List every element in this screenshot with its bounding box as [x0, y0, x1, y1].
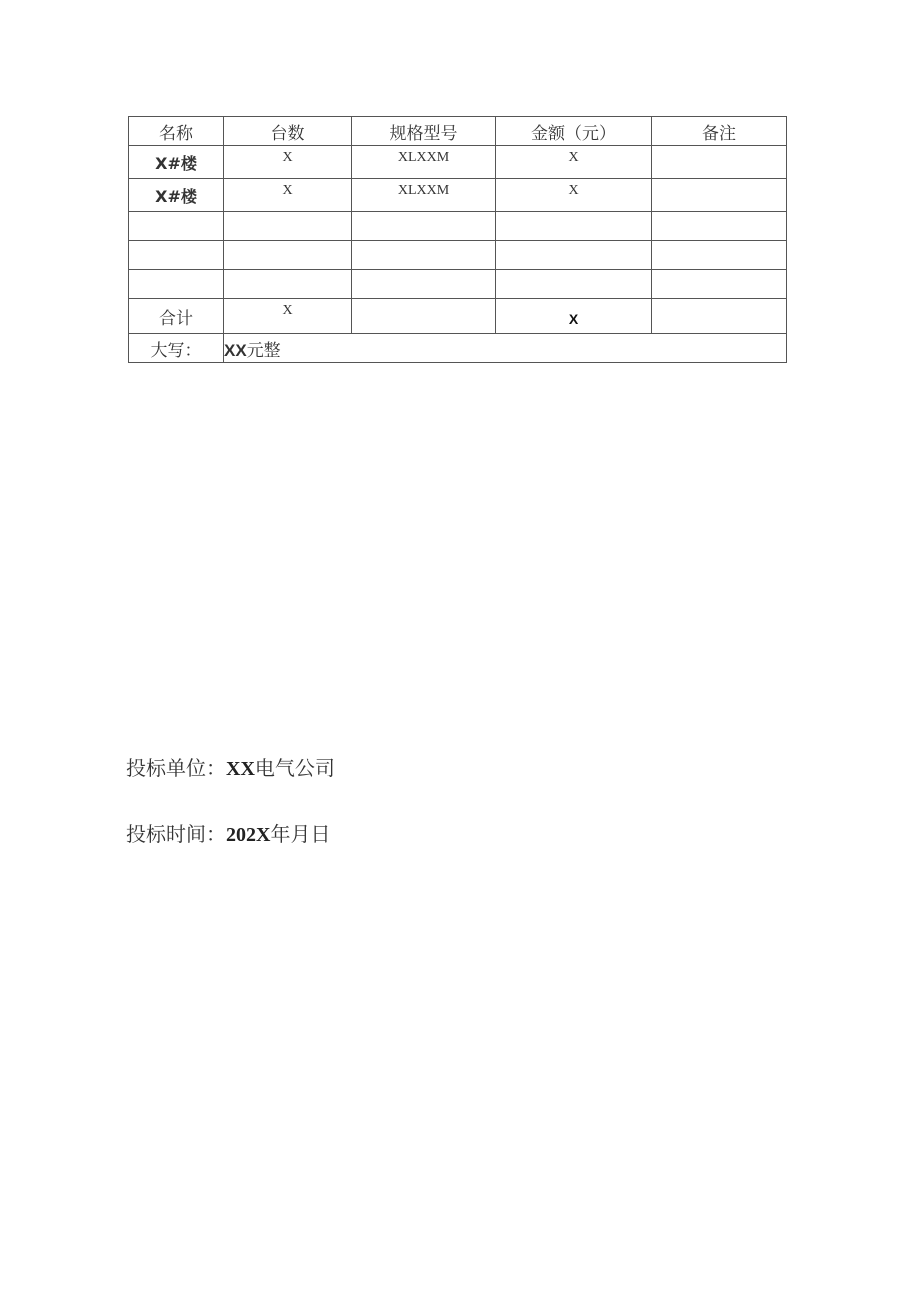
total-amount: X — [496, 299, 652, 334]
total-note — [652, 299, 787, 334]
cell-note — [652, 179, 787, 212]
cell-note — [652, 212, 787, 241]
bidder-suffix: 电气公司 — [254, 756, 335, 780]
quote-table — [128, 116, 787, 363]
header-name: 名称 — [129, 117, 224, 146]
cell-spec: XLXXM — [352, 146, 496, 179]
bid-date-suffix: 年月日 — [270, 822, 331, 846]
cell-amount: X — [496, 179, 652, 212]
cell-note — [652, 270, 787, 299]
bid-date-value: 202X — [226, 824, 271, 846]
bidder-label: 投标单位： — [126, 756, 226, 780]
capital-row — [129, 334, 787, 363]
cell-name: X#楼 — [129, 179, 224, 212]
table-header-row — [129, 117, 787, 146]
header-amount: 金额（元） — [496, 117, 652, 146]
cell-name — [129, 241, 224, 270]
total-count: X — [224, 299, 352, 334]
table-row — [129, 179, 787, 212]
header-note: 备注 — [652, 117, 787, 146]
table-row — [129, 212, 787, 241]
cell-amount — [496, 241, 652, 270]
cell-spec: XLXXM — [352, 179, 496, 212]
bid-date-label: 投标时间： — [126, 822, 226, 846]
capital-label: 大写： — [129, 334, 224, 363]
table-row — [129, 270, 787, 299]
cell-amount — [496, 270, 652, 299]
bidder-line — [126, 752, 335, 781]
cell-count — [224, 270, 352, 299]
cell-spec — [352, 212, 496, 241]
cell-amount — [496, 212, 652, 241]
table-row — [129, 146, 787, 179]
bid-date-line — [126, 818, 330, 847]
cell-amount: X — [496, 146, 652, 179]
cell-count: X — [224, 146, 352, 179]
cell-count — [224, 241, 352, 270]
cell-count: X — [224, 179, 352, 212]
total-label: 合计 — [129, 299, 224, 334]
cell-name: X#楼 — [129, 146, 224, 179]
table-row — [129, 241, 787, 270]
capital-value — [224, 334, 787, 363]
cell-count — [224, 212, 352, 241]
cell-note — [652, 241, 787, 270]
cell-spec — [352, 270, 496, 299]
bidder-value: XX — [226, 758, 255, 780]
capital-unit: 元整 — [246, 340, 281, 361]
cell-spec — [352, 241, 496, 270]
cell-name — [129, 270, 224, 299]
capital-amount: XX — [224, 340, 247, 360]
cell-note — [652, 146, 787, 179]
header-spec: 规格型号 — [352, 117, 496, 146]
cell-name — [129, 212, 224, 241]
total-spec — [352, 299, 496, 334]
header-count: 台数 — [224, 117, 352, 146]
total-row — [129, 299, 787, 334]
